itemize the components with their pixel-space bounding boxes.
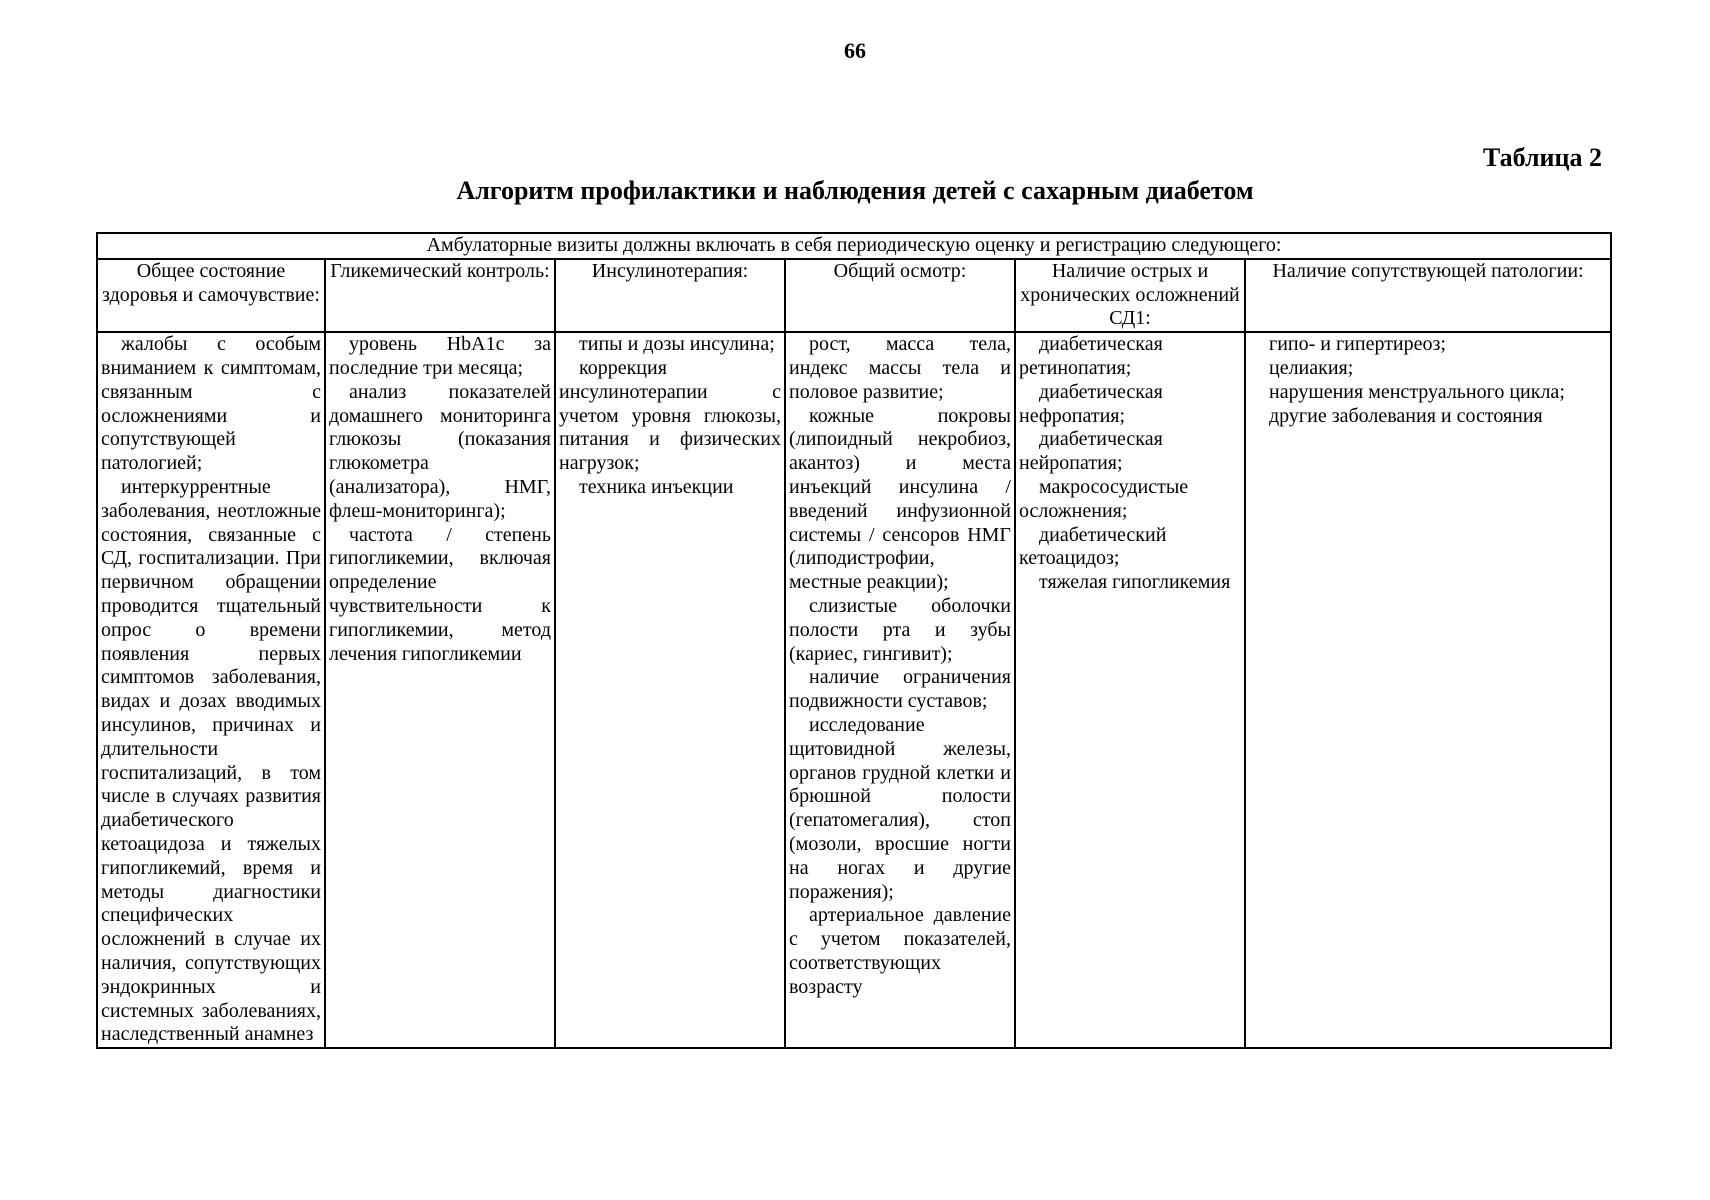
page-number: 66 [844,38,866,63]
list-item: диабетический кетоацидоз; [1019,523,1167,570]
list-item: другие заболевания и состояния [1269,404,1543,427]
list-item: анализ показателей домашнего мониторинга глюкозы (показания глюкометра (анализатора), НМГ, флеш-мониторинга); [329,380,551,522]
cell-comorbidities [1245,332,1611,1048]
list-item: диабетическая ретинопатия; [1019,333,1163,379]
list-item: уровень HbA1c за последние три месяца; [329,333,551,379]
cell-general-exam [785,332,1015,1048]
list-item: диабетическая нейропатия; [1019,428,1163,475]
content-row [97,332,1611,1048]
list-item: нарушения менструального цикла; [1269,380,1565,403]
list-item: жалобы с особым вниманием к симптомам, связанным с осложнениями и сопутствующей патологией; [101,333,321,475]
column-header-complications: Наличие острых и хронических осложнений СД1: [1015,259,1245,332]
list-item: слизистые оболочки полости рта и зубы (кариес, гингивит); [789,594,1011,665]
column-header-row [97,259,1611,332]
table-label: Таблица 2 [1482,143,1602,172]
list-item: интеркуррентные заболевания, неотложные состояния, связанные с СД, госпитализации. При первичном обращении проводится тщательный опрос о времени появления первых симптомов заболевания, видах и дозах вводимых инсулинов, причинах и длительности госпитализаций, в том числе в случаях развития диабетического кетоацидоза и тяжелых гипогликемий, время и методы диагностики специфических осложнений в случае их наличия, сопутствующих эндокринных и системных заболеваниях, наследственный анамнез [101,475,321,1046]
column-header-general-state: Общее состояние здоровья и самочувствие: [97,259,325,332]
list-item: макрососудистые осложнения; [1019,475,1189,522]
span-header-row [97,233,1611,259]
list-item: исследование щитовидной железы, органов грудной клетки и брюшной полости (гепатомегалия), стоп (мозоли, вросшие ногти на ногах и другие поражения); [789,713,1011,903]
list-item: типы и дозы инсулина; [579,333,775,356]
column-header-general-exam: Общий осмотр: [785,259,1015,332]
list-item: наличие ограничения подвижности суставов; [789,666,1011,713]
span-header-cell: Амбулаторные визиты должны включать в себя периодическую оценку и регистрацию следующего: [97,233,1611,259]
list-item: целиакия; [1269,356,1354,379]
list-item: рост, масса тела, индекс массы тела и половое развитие; [789,333,1011,403]
column-header-insulin-therapy: Инсулинотерапия: [555,259,785,332]
list-item: частота / степень гипогликемии, включая определение чувствительности к гипогликемии, метод лечения гипогликемии [329,523,551,665]
list-item: диабетическая нефропатия; [1019,380,1163,427]
list-item: кожные покровы (липоидный некробиоз, акантоз) и места инъекций инсулина / введений инфузионной системы / сенсоров НМГ (липодистрофии, местные реакции); [789,404,1011,594]
cell-glycemic-control [325,332,555,1048]
monitoring-algorithm-table [96,232,1612,1049]
column-header-comorbidities: Наличие сопутствующей патологии: [1245,259,1611,332]
list-item: коррекция инсулинотерапии с учетом уровня глюкозы, питания и физических нагрузок; [559,356,781,475]
column-header-glycemic-control: Гликемический контроль: [325,259,555,332]
list-item: гипо- и гипертиреоз; [1269,333,1446,356]
list-item: артериальное давление с учетом показателей, соответствующих возрасту [789,904,1011,998]
cell-general-state [97,332,325,1048]
cell-complications [1015,332,1245,1048]
list-item: техника инъекции [579,475,734,498]
list-item: тяжелая гипогликемия [1039,571,1231,594]
table-title: Алгоритм профилактики и наблюдения детей с сахарным диабетом [456,176,1254,205]
cell-insulin-therapy [555,332,785,1048]
